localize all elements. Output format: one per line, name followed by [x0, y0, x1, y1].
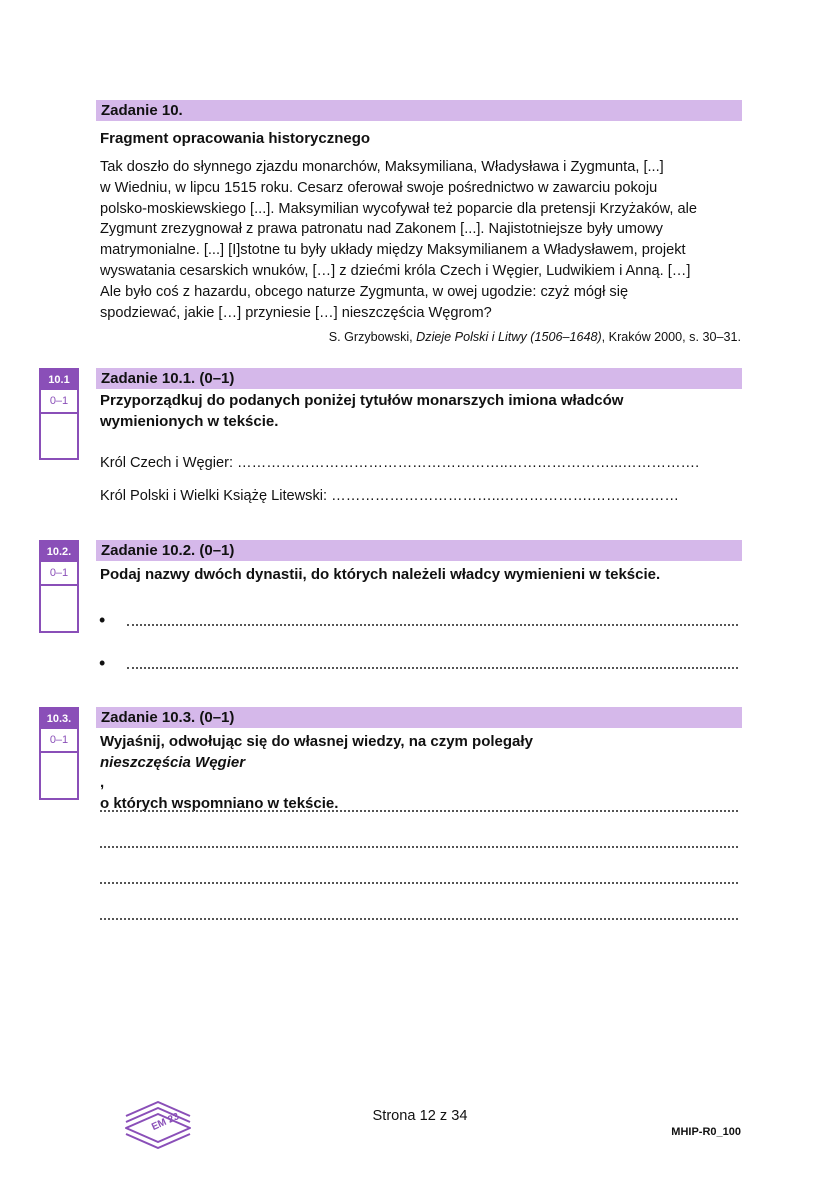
- score-box-10-1: [39, 368, 79, 460]
- question-title-bar: Zadanie 10.3. (0–1): [96, 707, 742, 728]
- score-number: 10.2.: [41, 542, 77, 562]
- svg-text:EM 23: EM 23: [150, 1111, 181, 1134]
- score-box-10-3: [39, 707, 79, 800]
- answer-dotted-line[interactable]: [127, 653, 738, 669]
- answer-dotted-line[interactable]: [100, 796, 738, 812]
- answer-line-king-poland[interactable]: Król Polski i Wielki Książę Litewski: ……………………………..……………….………………: [100, 488, 679, 504]
- paragraph-line: spodziewać, jakie […] przyniesie […] nieszczęścia Węgrom?: [100, 304, 492, 321]
- source-citation: S. Grzybowski, Dzieje Polski i Litwy (1506–1648), Kraków 2000, s. 30–31.: [328, 330, 741, 344]
- bullet: •: [99, 610, 106, 630]
- score-number: 10.1: [41, 370, 77, 390]
- question-text: Wyjaśnij, odwołując się do własnej wiedzy, na czym polegały nieszczęścia Węgier , o których wspomniano w tekście.: [100, 733, 533, 812]
- score-box-10-2: [39, 540, 79, 633]
- paragraph-line: Tak doszło do słynnego zjazdu monarchów, Maksymiliana, Władysława i Zygmunta, [...]: [100, 159, 664, 175]
- task-subtitle: Fragment opracowania historycznego: [100, 130, 371, 147]
- paragraph-line: matrymonialne. [...] [I]stotne tu były układy między Maksymilianem a Władysławem, projekt: [100, 242, 686, 259]
- paragraph-line: wyswatania cesarskich wnuków, […] z dziećmi króla Czech i Węgier, Ludwikiem i Anną. […]: [100, 262, 691, 279]
- source-paragraph: [100, 157, 740, 323]
- bullet: •: [99, 653, 106, 673]
- score-points: 0–1: [41, 562, 77, 586]
- question-title-bar: Zadanie 10.2. (0–1): [96, 540, 742, 561]
- score-points: 0–1: [41, 390, 77, 414]
- answer-dotted-line[interactable]: [127, 610, 738, 626]
- score-points: 0–1: [41, 729, 77, 753]
- answer-dotted-line[interactable]: [100, 904, 738, 920]
- paragraph-line: Zygmunt zrezygnował z prawa patronatu nad Zakonem [...]. Najistotniejsze były umowy: [100, 221, 663, 238]
- score-number: 10.3.: [41, 709, 77, 729]
- answer-dotted-line[interactable]: [100, 832, 738, 848]
- question-title-bar: Zadanie 10.1. (0–1): [96, 368, 742, 389]
- task-title-bar: Zadanie 10.: [96, 100, 742, 121]
- paragraph-line: polsko-moskiewskiego [...]. Maksymilian wycofywał też poparcie dla pretensji Krzyżaków, ale: [100, 200, 697, 217]
- cke-logo-icon: [122, 1098, 194, 1150]
- question-text: Podaj nazwy dwóch dynastii, do których należeli władcy wymienieni w tekście.: [100, 566, 661, 583]
- document-code: MHIP-R0_100: [671, 1126, 741, 1138]
- answer-dotted-line[interactable]: [100, 868, 738, 884]
- page-number: Strona 12 z 34: [372, 1108, 468, 1124]
- paragraph-line: Ale było coś z hazardu, obcego naturze Zygmunta, w owej ugodzie: czyż mógł się: [100, 283, 629, 300]
- question-text: Przyporządkuj do podanych poniżej tytułów monarszych imiona władców wymienionych w tekście.: [100, 392, 624, 430]
- answer-line-king-czech-hungary[interactable]: Król Czech i Węgier: ………………………………………………..…………………...…………….: [100, 455, 700, 471]
- paragraph-line: w Wiedniu, w lipcu 1515 roku. Cesarz oferował swoje pośrednictwo w zawarciu pokoju: [100, 179, 658, 196]
